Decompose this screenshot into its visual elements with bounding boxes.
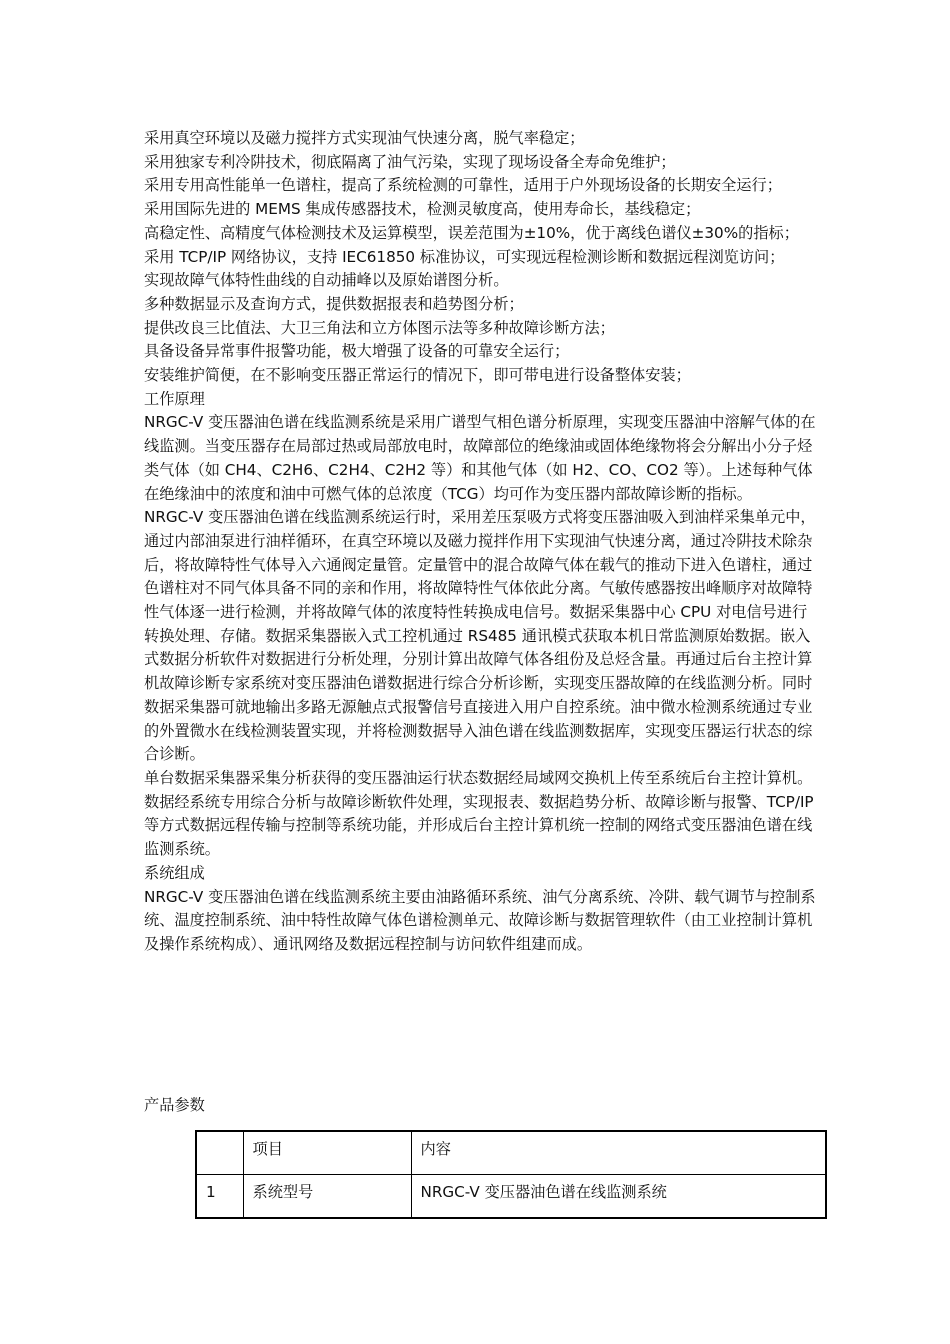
feature-vacuum-separation: 采用真空环境以及磁力搅拌方式实现油气快速分离，脱气率稳定； (144, 129, 585, 147)
feature-installation: 安装维护简便，在不影响变压器正常运行的情况下，即可带电进行设备整体安装； (144, 366, 691, 385)
principle-paragraph-1: NRGC-V 变压器油色谱在线监测系统是采用广谱型气相色谱分析原理，实现变压器油中溶解气体的在线监测。当变压器存在局部过热或局部放电时，故障部位的绝缘油或固体绝缘物将会分解出小分子烃类气体（如 CH4、C2H6、C2H4、C2H2 等）和其他气体（如 H2、CO、CO2 等）。上述每种气体在绝缘油中的浓度和油中可燃气体的总浓度（TCG）均可作为变压器内部故障诊断的指标。 (144, 413, 816, 503)
header-cell-item: 项目 (243, 1131, 411, 1175)
cell-index: 1 (196, 1175, 243, 1219)
feature-data-display: 多种数据显示及查询方式，提供数据报表和趋势图分析； (144, 294, 524, 313)
feature-network: 采用 TCP/IP 网络协议，支持 IEC61850 标准协议，可实现远程检测诊断和数据远程浏览访问； (144, 247, 785, 266)
feature-accuracy: 高稳定性、高精度气体检测技术及运算模型，误差范围为±10%，优于离线色谱仪±30%的指标； (144, 223, 799, 242)
principle-paragraph-3: 单台数据采集器采集分析获得的变压器油运行状态数据经局域网交换机上传至系统后台主控计算机。数据经系统专用综合分析与故障诊断软件处理，实现报表、数据趋势分析、故障诊断与报警、TCP/IP 等方式数据远程传输与控制等系统功能，并形成后台主控计算机统一控制的网络式变压器油色谱在线监测系统。 (144, 768, 814, 859)
cell-content: NRGC-V 变压器油色谱在线监测系统 (411, 1175, 826, 1219)
principle-paragraph-2: NRGC-V 变压器油色谱在线监测系统运行时，采用差压泵吸方式将变压器油吸入到油样采集单元中，通过内部油泵进行油样循环，在真空环境以及磁力搅拌作用下实现油气快速分离，通过冷阱技术除杂后，将故障特性气体导入六通阀定量管。定量管中的混合故障气体在载气的推动下进入色谱柱，通过色谱柱对不同气体具备不同的亲和作用，将故障特性气体依此分离。气敏传感器按出峰顺序对故障特性气体逐一进行检测，并将故障气体的浓度特性转换成电信号。数据采集器中心 CPU 对电信号进行转换处理、存储。数据采集器嵌入式工控机通过 RS485 通讯模式获取本机日常监测原始数据。嵌入式数据分析软件对数据进行分析处理，分别计算出故障气体各组份及总烃含量。再通过后台主控计算机故障诊断专家系统对变压器油色谱数据进行综合分析诊断，实现变压器故障的在线监测分析。同时数据采集器可就地输出多路无源触点式报警信号直接进入用户自控系统。油中微水检测系统通过专业的外置微水在线检测装置实现，并将检测数据导入油色谱在线监测数据库，实现变压器运行状态的综合诊断。 (144, 508, 816, 764)
table-header-row (196, 1131, 826, 1175)
feature-mems-sensor: 采用国际先进的 MEMS 集成传感器技术，检测灵敏度高，使用寿命长，基线稳定； (144, 200, 701, 219)
header-cell-index (196, 1131, 243, 1175)
section-heading-principle: 工作原理 (144, 389, 205, 408)
body-text (144, 127, 816, 957)
table-row (196, 1175, 826, 1219)
feature-peak-capture: 实现故障气体特性曲线的自动捕峰以及原始谱图分析。 (144, 271, 509, 290)
header-cell-content: 内容 (411, 1131, 826, 1175)
feature-column: 采用专用高性能单一色谱柱，提高了系统检测的可靠性，适用于户外现场设备的长期安全运行； (144, 176, 782, 195)
feature-cold-trap: 采用独家专利冷阱技术，彻底隔离了油气污染，实现了现场设备全寿命免维护； (144, 152, 676, 171)
feature-diagnosis-methods: 提供改良三比值法、大卫三角法和立方体图示法等多种故障诊断方法； (144, 318, 615, 337)
section-heading-composition: 系统组成 (144, 863, 205, 882)
cell-item: 系统型号 (243, 1175, 411, 1219)
composition-paragraph: NRGC-V 变压器油色谱在线监测系统主要由油路循环系统、油气分离系统、冷阱、载气调节与控制系统、温度控制系统、油中特性故障气体色谱检测单元、故障诊断与数据管理软件（由工业控制计算机及操作系统构成）、通讯网络及数据远程控制与访问软件组建而成。 (144, 887, 816, 953)
params-heading: 产品参数 (144, 1096, 205, 1114)
feature-alarm: 具备设备异常事件报警功能，极大增强了设备的可靠安全运行； (144, 342, 570, 361)
params-table (195, 1130, 827, 1219)
